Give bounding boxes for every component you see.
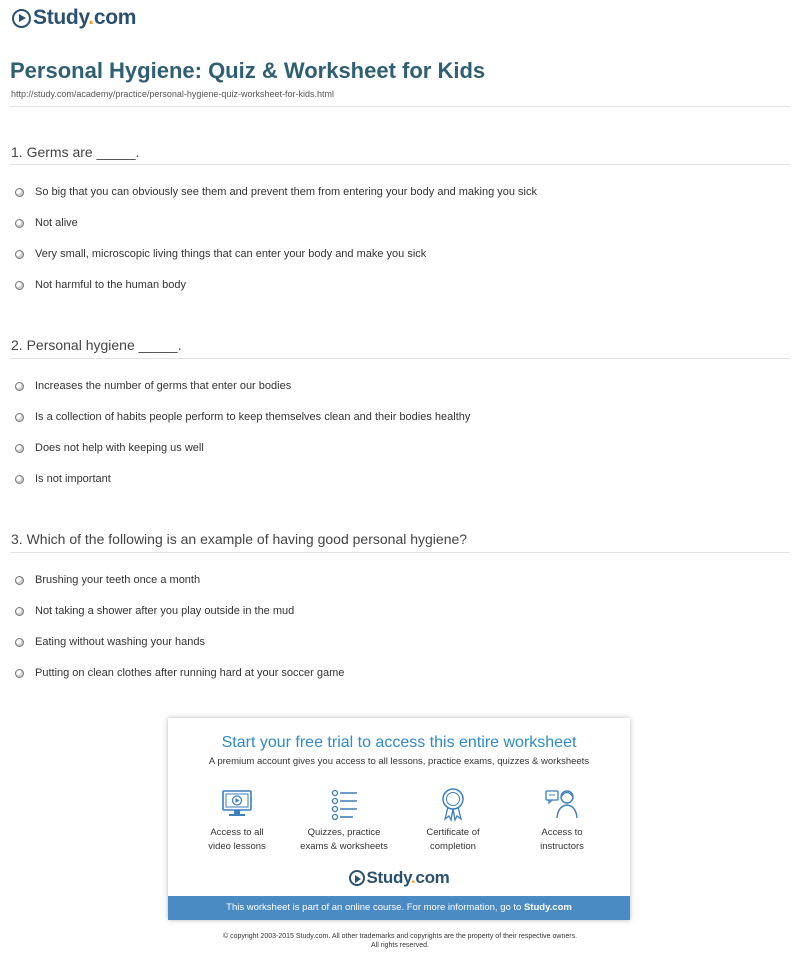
footer-text: This worksheet is part of an online course. For more information, go to (226, 902, 524, 913)
option-label: Not harmful to the human body (35, 279, 187, 291)
radio-button-icon[interactable] (15, 219, 24, 228)
radio-button-icon[interactable] (15, 576, 24, 585)
promo-study-logo[interactable] (168, 868, 630, 888)
page-url[interactable]: http://study.com/academy/practice/personal-hygiene-quiz-worksheet-for-kids.html (11, 89, 334, 99)
radio-button-icon[interactable] (15, 669, 24, 678)
feature-label: Access to all video lessons (208, 827, 266, 852)
question-2: 2. Personal hygiene _____. (11, 337, 182, 353)
radio-button-icon[interactable] (15, 413, 24, 422)
copyright-line: All rights reserved. (371, 942, 429, 949)
feature-video-lessons (182, 786, 292, 854)
radio-button-icon[interactable] (15, 607, 24, 616)
question-3: 3. Which of the following is an example of having good personal hygiene? (11, 531, 468, 547)
instructor-icon (544, 786, 580, 822)
option-label: Very small, microscopic living things that can enter your body and make you sick (35, 248, 427, 260)
answer-option[interactable] (15, 279, 186, 291)
logo-name: Study (33, 6, 89, 29)
copyright-line: © copyright 2003-2015 Study.com. All other trademarks and copyrights are the property of their respective owners. (222, 933, 578, 940)
logo-dot: . (88, 6, 94, 29)
answer-option[interactable] (15, 380, 291, 392)
free-trial-promo (168, 718, 630, 920)
option-label: Not alive (35, 217, 78, 229)
answer-option[interactable] (15, 248, 426, 260)
answer-option[interactable] (15, 442, 204, 454)
option-label: Eating without washing your hands (35, 636, 205, 648)
promo-footer (168, 896, 630, 920)
answer-option[interactable] (15, 636, 205, 648)
logo-tld: com (415, 868, 450, 887)
answer-option[interactable] (15, 411, 470, 423)
radio-button-icon[interactable] (15, 281, 24, 290)
page-title: Personal Hygiene: Quiz & Worksheet for Kids (10, 58, 486, 83)
answer-option[interactable] (15, 186, 537, 198)
radio-button-icon[interactable] (15, 444, 24, 453)
promo-title[interactable]: Start your free trial to access this entire worksheet (221, 734, 577, 751)
certificate-icon (435, 786, 471, 822)
option-label: Brushing your teeth once a month (35, 574, 201, 586)
logo-name: Study (366, 868, 411, 887)
copyright (0, 932, 800, 950)
divider (10, 358, 790, 359)
feature-label: Quizzes, practice exams & worksheets (300, 827, 388, 852)
logo-dot: . (410, 868, 416, 887)
divider (10, 106, 790, 107)
answer-option[interactable] (15, 217, 78, 229)
divider (10, 552, 790, 553)
answer-option[interactable] (15, 574, 200, 586)
answer-option[interactable] (15, 605, 294, 617)
divider (10, 164, 790, 165)
feature-label: Certificate of completion (426, 827, 480, 852)
option-label: So big that you can obviously see them and prevent them from entering your body and making you sick (35, 186, 538, 198)
logo-tld: com (93, 6, 137, 29)
radio-button-icon[interactable] (15, 475, 24, 484)
option-label: Is a collection of habits people perform to keep themselves clean and their bodies healthy (35, 411, 471, 423)
quiz-list-icon (326, 786, 362, 822)
option-label: Increases the number of germs that enter our bodies (35, 380, 292, 392)
option-label: Is not important (35, 473, 111, 485)
promo-subtitle: A premium account gives you access to all lessons, practice exams, quizzes & worksheets (208, 756, 590, 767)
radio-button-icon[interactable] (15, 638, 24, 647)
radio-button-icon[interactable] (15, 188, 24, 197)
option-label: Not taking a shower after you play outside in the mud (35, 605, 295, 617)
footer-link[interactable]: Study.com (523, 902, 572, 913)
feature-instructors (507, 786, 617, 854)
feature-label: Access to instructors (540, 827, 584, 852)
radio-button-icon[interactable] (15, 250, 24, 259)
feature-quizzes (289, 786, 399, 854)
feature-certificate (398, 786, 508, 854)
option-label: Does not help with keeping us well (35, 442, 204, 454)
option-label: Putting on clean clothes after running hard at your soccer game (35, 667, 345, 679)
study-logo[interactable] (12, 6, 136, 30)
video-lesson-icon (219, 786, 255, 822)
play-circle-icon (12, 9, 31, 28)
play-circle-icon (349, 870, 365, 886)
radio-button-icon[interactable] (15, 382, 24, 391)
question-1: 1. Germs are _____. (11, 144, 140, 160)
answer-option[interactable] (15, 667, 344, 679)
answer-option[interactable] (15, 473, 111, 485)
